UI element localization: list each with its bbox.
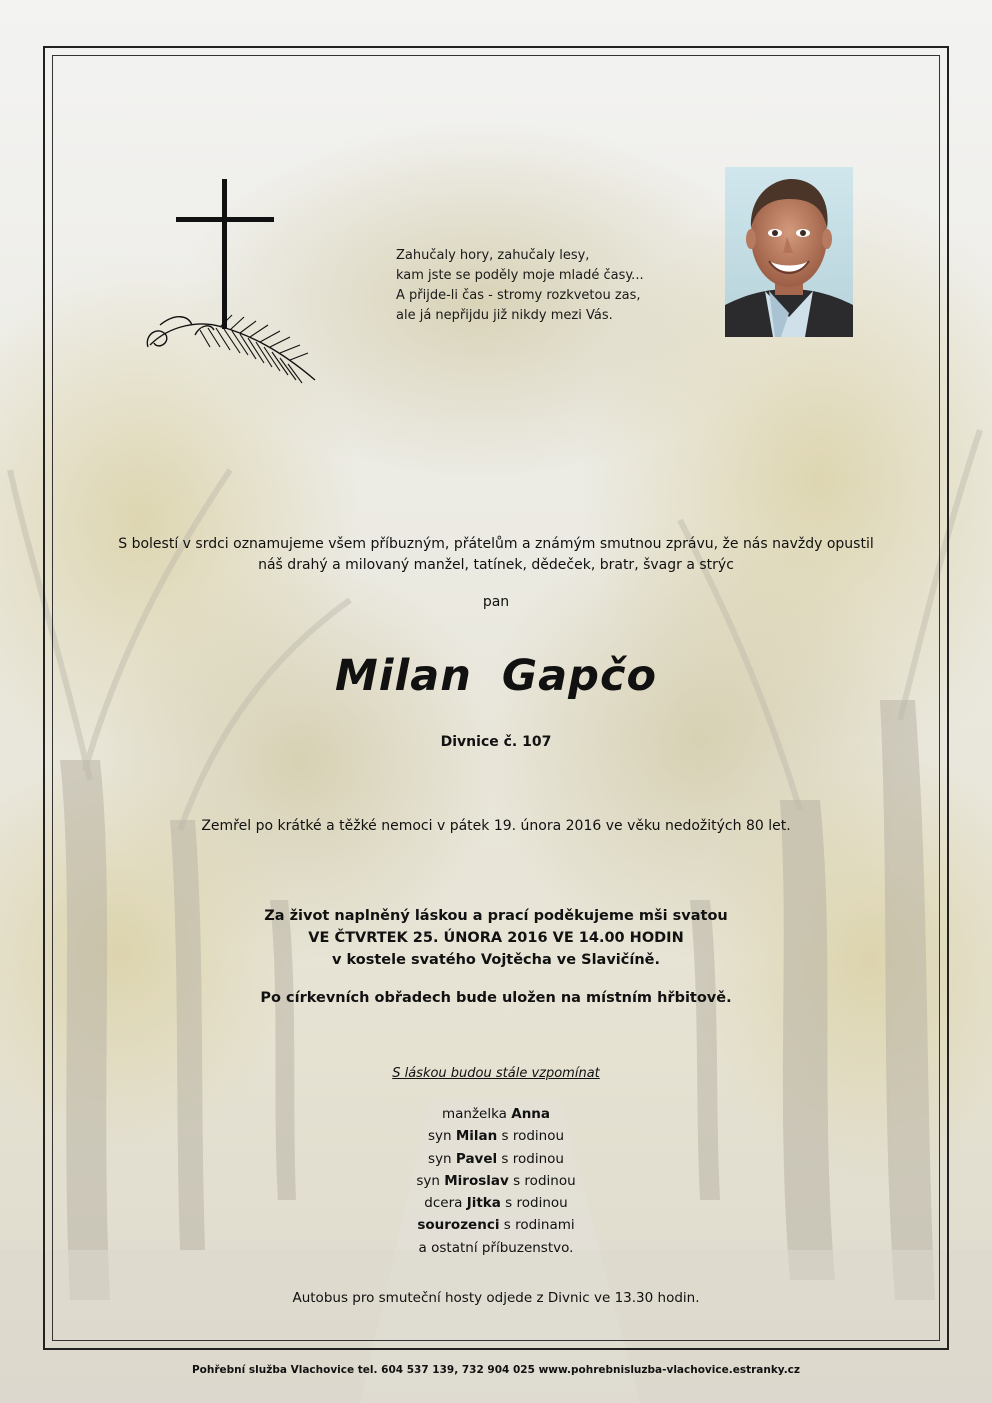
deceased-name [0, 651, 992, 701]
mourner-item: manželka Anna [441, 1106, 551, 1122]
poem [396, 246, 644, 326]
mourner-item: dcera Jitka s rodinou [424, 1195, 568, 1212]
announcement-line-2: náš drahý a milovaný manžel, tatínek, dědeček, bratr, švagr a strýc [258, 557, 734, 573]
portrait-photo [725, 167, 853, 337]
mourner-item: a ostatní příbuzenstvo. [418, 1239, 574, 1256]
burial-info: Po církevních obřadech bude uložen na místním hřbitově. [260, 990, 732, 1006]
salutation: pan [482, 594, 510, 610]
ceremony-line: VE ČTVRTEK 25. ÚNORA 2016 VE 14.00 HODIN [308, 930, 684, 946]
mourner-item: syn Miroslav s rodinou [416, 1172, 576, 1189]
ceremony-line: Za život naplněný láskou a prací poděkujeme mši svatou [264, 908, 728, 924]
poem-line: kam jste se poděly moje mladé časy... [396, 268, 644, 283]
deceased-address: Divnice č. 107 [440, 734, 552, 750]
footer-funeral-service: Pohřební služba Vlachovice tel. 604 537 139, 732 904 025 www.pohrebnisluzba-vlachovice.estranky.cz [191, 1364, 801, 1376]
announcement [0, 534, 992, 576]
death-notice: Zemřel po krátké a těžké nemoci v pátek 19. února 2016 ve věku nedožitých 80 let. [201, 818, 791, 834]
mourner-item: syn Pavel s rodinou [428, 1150, 564, 1167]
mourners-list [0, 1103, 992, 1259]
mourner-item: syn Milan s rodinou [427, 1128, 565, 1145]
bus-info: Autobus pro smuteční hosty odjede z Divnic ve 13.30 hodin. [292, 1290, 700, 1306]
remembrance-heading: S láskou budou stále vzpomínat [392, 1066, 600, 1081]
announcement-line-1: S bolestí v srdci oznamujeme všem příbuzným, přátelům a známým smutnou zprávu, že nás navždy opustil [118, 536, 874, 552]
cross-icon [140, 175, 320, 394]
first-name: Milan [334, 651, 472, 701]
poem-line: ale já nepřijdu již nikdy mezi Vás. [396, 308, 613, 323]
ceremony-info [0, 905, 992, 971]
last-name: Gapčo [501, 651, 657, 701]
ceremony-line: v kostele svatého Vojtěcha ve Slavičíně. [332, 952, 660, 968]
poem-line: Zahučaly hory, zahučaly lesy, [396, 248, 590, 263]
poem-line: A přijde-li čas - stromy rozkvetou zas, [396, 288, 641, 303]
mourner-item: sourozenci s rodinami [417, 1217, 575, 1234]
